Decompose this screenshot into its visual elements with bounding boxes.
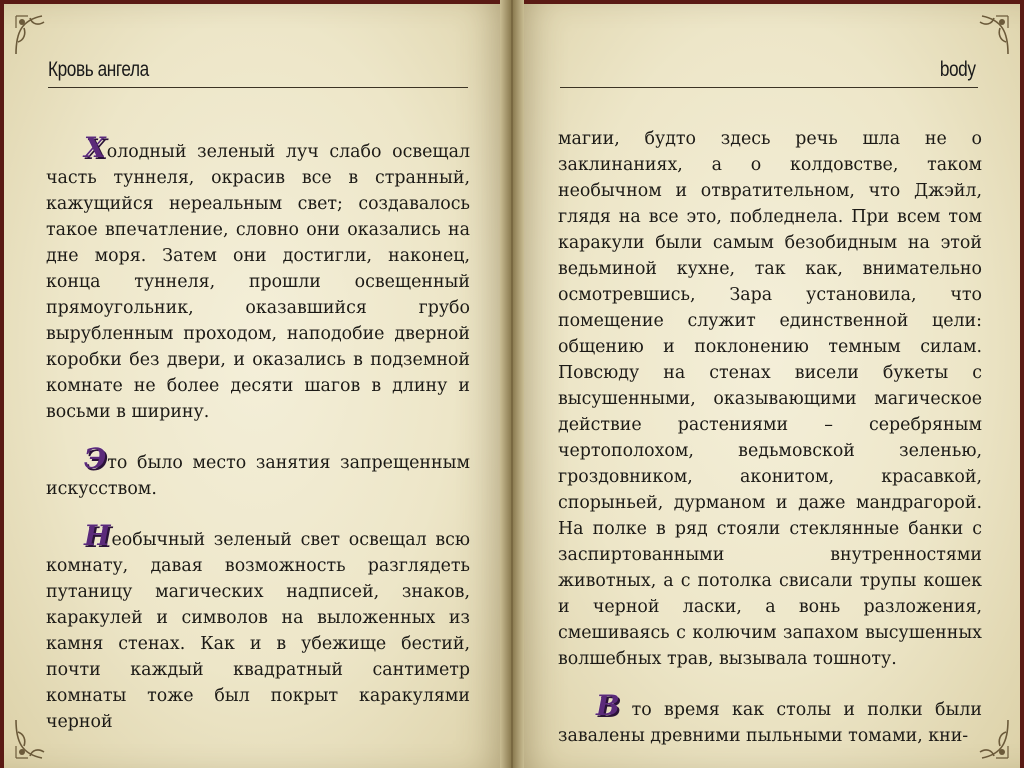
header-divider bbox=[560, 87, 978, 88]
left-page-text bbox=[46, 131, 470, 759]
paragraph bbox=[46, 442, 470, 502]
initial-letter: Х bbox=[84, 131, 106, 164]
corner-ornament-icon bbox=[12, 12, 58, 58]
header-divider bbox=[48, 87, 468, 88]
chapter-header: body bbox=[940, 58, 976, 81]
paragraph bbox=[46, 131, 470, 425]
right-page[interactable] bbox=[514, 4, 1020, 768]
left-page[interactable] bbox=[4, 4, 510, 768]
book-title-header: Кровь ангела bbox=[48, 58, 149, 81]
initial-letter: Э bbox=[84, 442, 107, 475]
right-page-text bbox=[558, 126, 982, 768]
initial-letter: В bbox=[596, 689, 620, 722]
corner-ornament-icon bbox=[966, 12, 1012, 58]
book-spine bbox=[500, 0, 524, 768]
paragraph-text: олодный зеленый луч слабо освещал часть туннеля, окрасив все в странный, кажущийся нереальным свет; создавалось такое впечатление, словно они оказались на дне моря. Затем они достигли, наконец, конца туннеля, прошли освещенный прямоугольник, оказавшийся грубо вырубленным проходом, наподобие дверной коробки без двери, и оказались в подземной комнате не более десяти шагов в длину и восьми в ширину. bbox=[46, 142, 470, 422]
initial-letter: Н bbox=[84, 519, 111, 552]
paragraph-text: то время как столы и полки были завалены древними пыльными томами, кни- bbox=[558, 700, 982, 746]
paragraph bbox=[558, 689, 982, 749]
paragraph-text: то было место занятия запрещенным искусством. bbox=[46, 453, 470, 499]
paragraph: магии, будто здесь речь шла не о заклинаниях, а о колдовстве, таком необычном и отвратительном, что Джэйл, глядя на все это, побледнела. При всем том каракули были самым безобидным на этой ведьминой кухне, так как, внимательно осмотревшись, Зара установила, что помещение служит единственной цели: общению и поклонению темным силам. Повсюду на стенах висели букеты с высушенными, оказывающими магическое действие растениями – серебряным чертополохом, ведьмовской зеленью, гроздовником, аконитом, красавкой, спорыньей, дурманом и даже мандрагорой. На полке в ряд стояли стеклянные банки с заспиртованными внутренностями животных, а с потолка свисали трупы кошек и черной ласки, а вонь разложения, смешиваясь с колючим запахом высушенных волшебных трав, вызывала тошноту. bbox=[558, 129, 982, 669]
paragraph bbox=[46, 519, 470, 735]
paragraph-text: еобычный зеленый свет освещал всю комнату, давая возможность разглядеть путаницу магических надписей, знаков, каракулей и символов на выложенных из камня стенах. Как и в убежище бестий, почти каждый квадратный сантиметр комнаты тоже был покрыт каракулями черной bbox=[46, 530, 470, 732]
